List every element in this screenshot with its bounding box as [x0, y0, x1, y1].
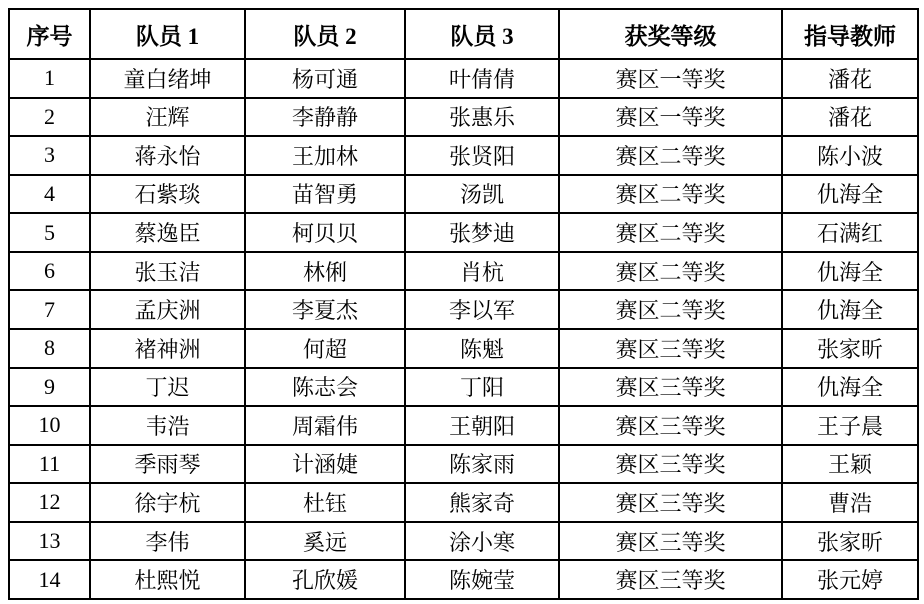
cell-index: 6: [9, 252, 90, 291]
cell-advisor: 张元婷: [782, 560, 918, 599]
cell-advisor: 王子晨: [782, 406, 918, 445]
cell-award: 赛区一等奖: [559, 59, 782, 98]
cell-member1: 丁迟: [90, 368, 245, 407]
table-row: [9, 136, 918, 175]
table-row: [9, 213, 918, 252]
table-row: [9, 98, 918, 137]
cell-member2: 何超: [245, 329, 405, 368]
cell-member1: 韦浩: [90, 406, 245, 445]
cell-member3: 张梦迪: [405, 213, 559, 252]
cell-advisor: 潘花: [782, 59, 918, 98]
cell-award: 赛区三等奖: [559, 445, 782, 484]
cell-member3: 陈家雨: [405, 445, 559, 484]
header-cell-advisor: 指导教师: [782, 9, 918, 59]
cell-advisor: 曹浩: [782, 483, 918, 522]
table-row: [9, 252, 918, 291]
cell-member3: 肖杭: [405, 252, 559, 291]
cell-member3: 王朝阳: [405, 406, 559, 445]
cell-member2: 杜钰: [245, 483, 405, 522]
cell-award: 赛区三等奖: [559, 329, 782, 368]
table-body: [9, 59, 918, 599]
cell-member3: 叶倩倩: [405, 59, 559, 98]
cell-award: 赛区三等奖: [559, 368, 782, 407]
cell-member1: 石紫琰: [90, 175, 245, 214]
cell-member2: 李夏杰: [245, 290, 405, 329]
cell-award: 赛区三等奖: [559, 560, 782, 599]
table-row: [9, 329, 918, 368]
cell-award: 赛区二等奖: [559, 252, 782, 291]
cell-advisor: 陈小波: [782, 136, 918, 175]
cell-index: 3: [9, 136, 90, 175]
cell-member1: 李伟: [90, 522, 245, 561]
cell-member3: 涂小寒: [405, 522, 559, 561]
cell-member2: 杨可通: [245, 59, 405, 98]
cell-member1: 童白绪坤: [90, 59, 245, 98]
cell-award: 赛区二等奖: [559, 213, 782, 252]
cell-member3: 陈魁: [405, 329, 559, 368]
cell-advisor: 仇海全: [782, 290, 918, 329]
cell-member1: 徐宇杭: [90, 483, 245, 522]
header-cell-award: 获奖等级: [559, 9, 782, 59]
cell-member1: 汪辉: [90, 98, 245, 137]
cell-member2: 计涵婕: [245, 445, 405, 484]
cell-index: 1: [9, 59, 90, 98]
cell-member2: 周霜伟: [245, 406, 405, 445]
cell-index: 14: [9, 560, 90, 599]
cell-member2: 柯贝贝: [245, 213, 405, 252]
cell-member3: 丁阳: [405, 368, 559, 407]
header-cell-member1: 队员 1: [90, 9, 245, 59]
cell-member3: 汤凯: [405, 175, 559, 214]
cell-member1: 褚神洲: [90, 329, 245, 368]
cell-award: 赛区二等奖: [559, 136, 782, 175]
cell-advisor: 潘花: [782, 98, 918, 137]
cell-index: 8: [9, 329, 90, 368]
cell-award: 赛区二等奖: [559, 290, 782, 329]
cell-index: 13: [9, 522, 90, 561]
cell-award: 赛区二等奖: [559, 175, 782, 214]
cell-member1: 张玉洁: [90, 252, 245, 291]
table-row: [9, 368, 918, 407]
cell-index: 12: [9, 483, 90, 522]
cell-advisor: 王颖: [782, 445, 918, 484]
cell-member2: 陈志会: [245, 368, 405, 407]
cell-member2: 孔欣媛: [245, 560, 405, 599]
cell-member1: 蒋永怡: [90, 136, 245, 175]
cell-member3: 熊家奇: [405, 483, 559, 522]
cell-index: 4: [9, 175, 90, 214]
table-row: [9, 445, 918, 484]
cell-advisor: 张家昕: [782, 329, 918, 368]
cell-index: 10: [9, 406, 90, 445]
cell-member2: 林俐: [245, 252, 405, 291]
cell-member1: 蔡逸臣: [90, 213, 245, 252]
cell-member3: 张贤阳: [405, 136, 559, 175]
cell-member2: 苗智勇: [245, 175, 405, 214]
cell-advisor: 仇海全: [782, 252, 918, 291]
cell-award: 赛区三等奖: [559, 406, 782, 445]
cell-advisor: 仇海全: [782, 368, 918, 407]
header-cell-index: 序号: [9, 9, 90, 59]
cell-member3: 李以军: [405, 290, 559, 329]
cell-index: 2: [9, 98, 90, 137]
cell-advisor: 石满红: [782, 213, 918, 252]
cell-award: 赛区三等奖: [559, 522, 782, 561]
cell-index: 11: [9, 445, 90, 484]
award-results-table: [8, 8, 919, 600]
header-cell-member2: 队员 2: [245, 9, 405, 59]
cell-member2: 奚远: [245, 522, 405, 561]
table-header: [9, 9, 918, 59]
table-row: [9, 522, 918, 561]
header-row: [9, 9, 918, 59]
cell-member1: 杜熙悦: [90, 560, 245, 599]
cell-member1: 季雨琴: [90, 445, 245, 484]
table-row: [9, 560, 918, 599]
cell-member2: 王加林: [245, 136, 405, 175]
table-row: [9, 290, 918, 329]
cell-advisor: 仇海全: [782, 175, 918, 214]
cell-member3: 张惠乐: [405, 98, 559, 137]
table-row: [9, 483, 918, 522]
table-row: [9, 406, 918, 445]
cell-index: 5: [9, 213, 90, 252]
table-row: [9, 175, 918, 214]
cell-index: 7: [9, 290, 90, 329]
cell-member3: 陈婉莹: [405, 560, 559, 599]
cell-member1: 孟庆洲: [90, 290, 245, 329]
cell-award: 赛区三等奖: [559, 483, 782, 522]
header-cell-member3: 队员 3: [405, 9, 559, 59]
cell-award: 赛区一等奖: [559, 98, 782, 137]
table-row: [9, 59, 918, 98]
cell-index: 9: [9, 368, 90, 407]
page: [0, 8, 924, 604]
cell-advisor: 张家昕: [782, 522, 918, 561]
cell-member2: 李静静: [245, 98, 405, 137]
